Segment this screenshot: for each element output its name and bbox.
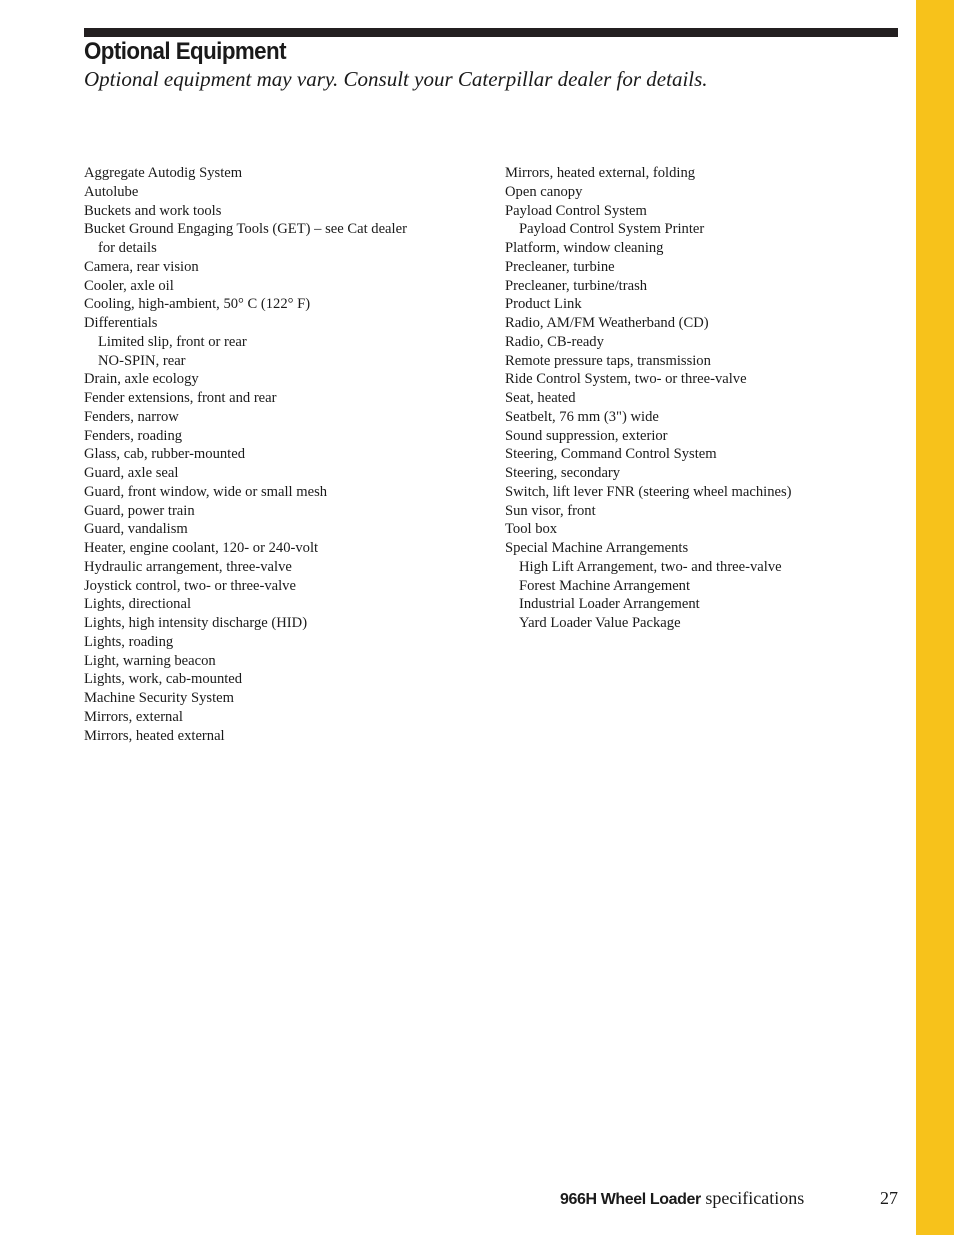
equipment-item: Cooling, high-ambient, 50° C (122° F) (84, 296, 311, 313)
equipment-item: Guard, vandalism (84, 521, 188, 538)
page-number: 27 (880, 1188, 898, 1208)
equipment-item: High Lift Arrangement, two- and three-valve (519, 558, 782, 575)
equipment-item: Remote pressure taps, transmission (505, 352, 711, 369)
equipment-item: Machine Security System (84, 690, 234, 706)
equipment-item: Lights, high intensity discharge (HID) (84, 615, 308, 631)
equipment-item: Industrial Loader Arrangement (519, 596, 700, 613)
equipment-item: Autolube (84, 183, 139, 200)
equipment-item: Buckets and work tools (84, 202, 222, 219)
equipment-item: Mirrors, external (84, 708, 183, 725)
equipment-item: Seatbelt, 76 mm (3") wide (505, 408, 659, 425)
equipment-item: Hydraulic arrangement, three-valve (84, 558, 292, 575)
equipment-item: Drain, axle ecology (84, 371, 199, 388)
equipment-item: Aggregate Autodig System (84, 165, 243, 181)
equipment-item: Lights, work, cab-mounted (84, 671, 243, 688)
equipment-item: for details (98, 240, 157, 256)
header-rule (84, 28, 898, 37)
equipment-item: Cooler, axle oil (84, 277, 174, 294)
equipment-item: Yard Loader Value Package (519, 615, 681, 631)
page-subtitle: Optional equipment may vary. Consult your Caterpillar dealer for details. (84, 67, 708, 91)
equipment-item: Fenders, roading (84, 427, 183, 444)
right-equipment-list (505, 164, 845, 633)
equipment-item: Camera, rear vision (84, 258, 199, 275)
equipment-item: Heater, engine coolant, 120- or 240-volt (84, 540, 319, 556)
equipment-item: Seat, heated (505, 390, 576, 406)
equipment-item: Switch, lift lever FNR (steering wheel machines) (505, 483, 792, 500)
equipment-item: Fenders, narrow (84, 408, 179, 425)
left-equipment-list (84, 164, 484, 745)
equipment-item: Precleaner, turbine (505, 258, 615, 275)
footer-model: 966H Wheel Loader (560, 1191, 701, 1208)
equipment-item: Glass, cab, rubber-mounted (84, 446, 246, 463)
equipment-item: Joystick control, two- or three-valve (84, 577, 296, 594)
equipment-item: Platform, window cleaning (505, 240, 664, 256)
equipment-item: Limited slip, front or rear (98, 333, 247, 350)
yellow-side-band (916, 0, 954, 1235)
equipment-item: Sun visor, front (505, 502, 596, 519)
equipment-item: Special Machine Arrangements (505, 540, 689, 556)
footer-suffix: specifications (700, 1188, 805, 1208)
equipment-item: Radio, AM/FM Weatherband (CD) (505, 315, 709, 331)
equipment-item: Guard, power train (84, 502, 195, 519)
equipment-item: Steering, Command Control System (505, 446, 717, 463)
equipment-item: Tool box (505, 521, 558, 538)
equipment-item: Open canopy (505, 183, 583, 200)
equipment-item: NO-SPIN, rear (98, 352, 186, 369)
equipment-item: Differentials (84, 315, 158, 331)
equipment-item: Sound suppression, exterior (505, 427, 668, 444)
equipment-item: Forest Machine Arrangement (519, 577, 691, 594)
equipment-item: Lights, roading (84, 633, 174, 650)
equipment-item: Fender extensions, front and rear (84, 390, 277, 406)
equipment-item: Payload Control System Printer (519, 221, 705, 238)
equipment-item: Mirrors, heated external, folding (505, 165, 696, 181)
equipment-item: Bucket Ground Engaging Tools (GET) – see Cat dealer (84, 221, 407, 238)
equipment-item: Lights, directional (84, 596, 191, 613)
equipment-item: Guard, front window, wide or small mesh (84, 483, 328, 500)
page-footer (560, 1188, 898, 1212)
equipment-item: Precleaner, turbine/trash (505, 277, 648, 294)
page-title: Optional Equipment (84, 38, 286, 65)
equipment-item: Mirrors, heated external (84, 727, 225, 744)
equipment-item: Ride Control System, two- or three-valve (505, 371, 747, 388)
equipment-item: Guard, axle seal (84, 465, 179, 481)
equipment-item: Light, warning beacon (84, 652, 216, 669)
equipment-item: Payload Control System (505, 202, 647, 219)
equipment-item: Steering, secondary (505, 465, 621, 481)
equipment-item: Product Link (505, 296, 582, 313)
equipment-item: Radio, CB-ready (505, 333, 604, 350)
